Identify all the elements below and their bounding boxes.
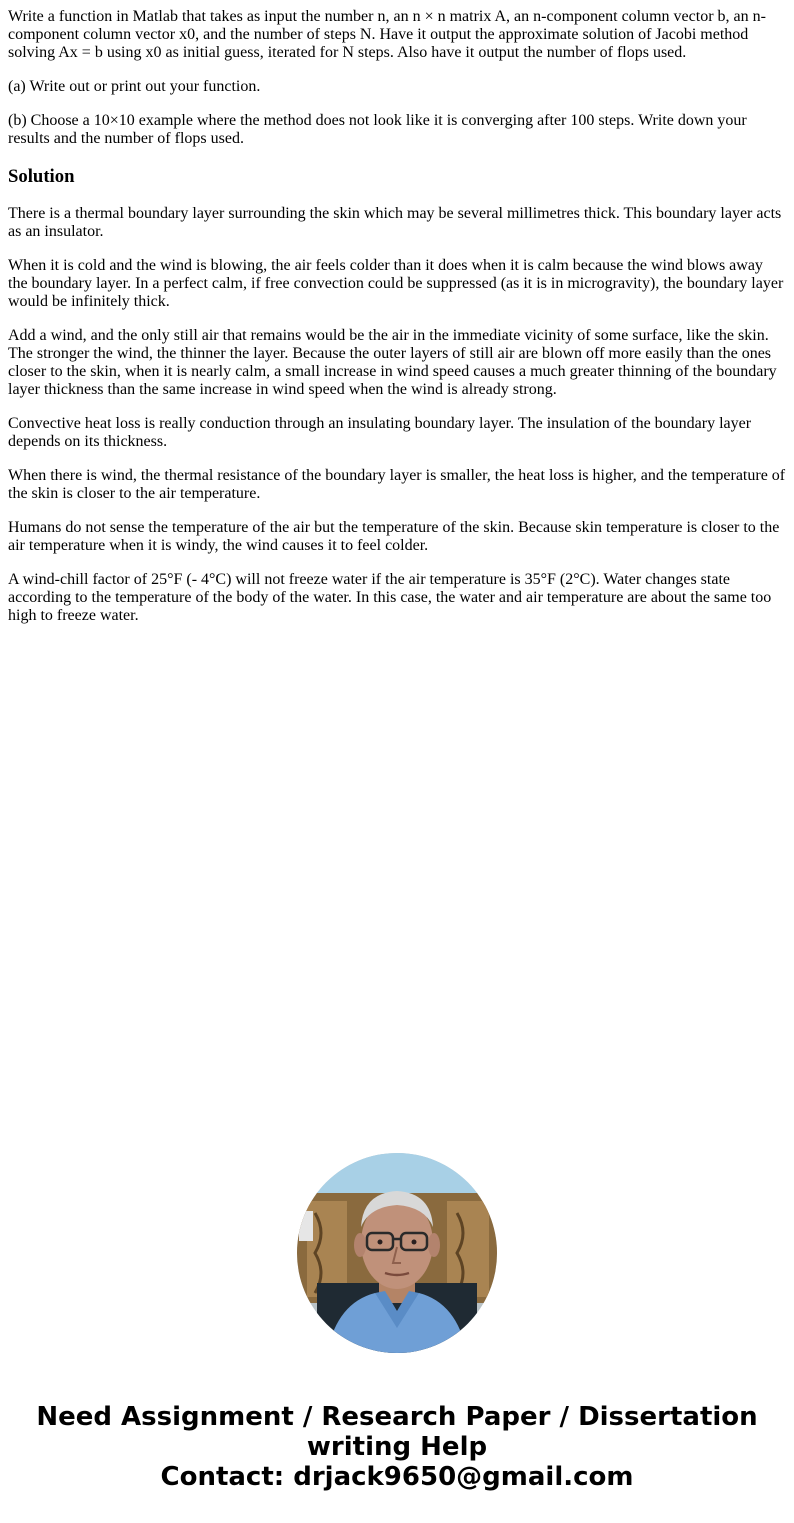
- question-part-a: (a) Write out or print out your function.: [8, 78, 261, 95]
- promo-banner: [0, 1402, 794, 1492]
- promo-line-2: writing Help: [306, 1432, 488, 1462]
- solution-heading: Solution: [8, 166, 75, 187]
- solution-paragraph-5: When there is wind, the thermal resistance of the boundary layer is smaller, the heat loss is higher, and the temperature of the skin is closer to the air temperature.: [8, 467, 786, 502]
- solution-paragraph-1: There is a thermal boundary layer surrounding the skin which may be several millimetres thick. This boundary layer acts as an insulator.: [8, 205, 782, 240]
- solution-paragraph-2: When it is cold and the wind is blowing, the air feels colder than it does when it is calm because the wind blows away the boundary layer. In a perfect calm, if free convection could be suppressed (as it is in microgravity), the boundary layer would be infinitely thick.: [8, 257, 784, 310]
- question-intro: Write a function in Matlab that takes as input the number n, an n × n matrix A, an n-component column vector b, an n-component column vector x0, and the number of steps N. Have it output the approximate solution of Jacobi method solving Ax = b using x0 as initial guess, iterated for N steps. Also have it output the number of flops used.: [8, 8, 766, 61]
- solution-paragraph-4: Convective heat loss is really conduction through an insulating boundary layer. The insulation of the boundary layer depends on its thickness.: [8, 415, 752, 450]
- question-part-b: (b) Choose a 10×10 example where the method does not look like it is converging after 100 steps. Write down your results and the number of flops used.: [8, 112, 747, 147]
- document-body: [8, 0, 786, 625]
- promo-contact: Contact: drjack9650@gmail.com: [160, 1462, 634, 1492]
- solution-paragraph-7: A wind-chill factor of 25°F (- 4°C) will not freeze water if the air temperature is 35°F (2°C). Water changes state according to the temperature of the body of the water. In this case, the water and air temperature are about the same too high to freeze water.: [8, 571, 772, 624]
- author-avatar: [297, 1153, 497, 1353]
- promo-line-1: Need Assignment / Research Paper / Dissertation: [36, 1402, 758, 1432]
- solution-paragraph-3: Add a wind, and the only still air that remains would be the air in the immediate vicinity of some surface, like the skin. The stronger the wind, the thinner the layer. Because the outer layers of still air are blown off more easily than the ones closer to the skin, when it is nearly calm, a small increase in wind speed causes a much greater thinning of the boundary layer thickness than the same increase in wind speed when the wind is already strong.: [8, 327, 777, 398]
- solution-paragraph-6: Humans do not sense the temperature of the air but the temperature of the skin. Because skin temperature is closer to the air temperature when it is windy, the wind causes it to feel colder.: [8, 519, 780, 554]
